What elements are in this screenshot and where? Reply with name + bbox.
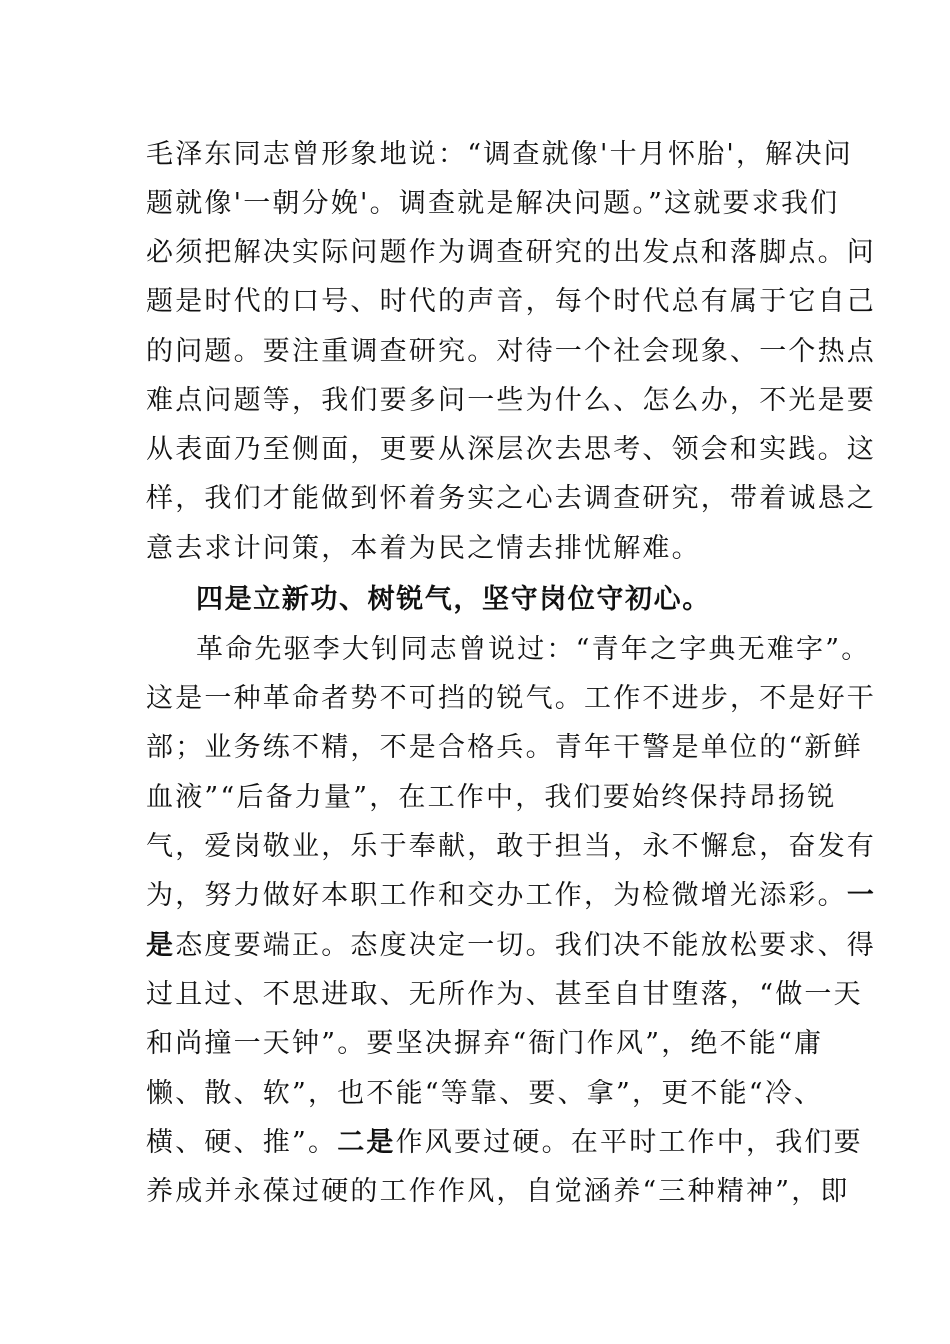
paragraph-line: 过且过、不思进取、无所作为、甚至自甘堕落，“做一天 [146, 979, 863, 1010]
paragraph-line: 难点问题等，我们要多问一些为什么、怎么办，不光是要 [146, 385, 876, 416]
line-text: 态度要端正。态度决定一切。我们决不能放松要求、得 [175, 930, 877, 961]
section-heading: 四是立新功、树锐气，坚守岗位守初心。 [196, 584, 711, 615]
paragraph-line: 部；业务练不精，不是合格兵。青年干警是单位的“新鲜 [146, 732, 863, 763]
paragraph-line: 血液”“后备力量”，在工作中，我们要始终保持昂扬锐 [146, 782, 837, 813]
paragraph-line: 题就像'一朝分娩'。调查就是解决问题。”这就要求我们 [146, 188, 840, 219]
paragraph-line: 革命先驱李大钊同志曾说过：“青年之字典无难字”。 [196, 634, 871, 665]
line-text: 作风要过硬。在平时工作中，我们要 [395, 1127, 863, 1158]
paragraph-line [146, 878, 877, 914]
paragraph-line [146, 1125, 863, 1161]
paragraph-line: 气，爱岗敬业，乐于奉献，敢于担当，永不懈怠，奋发有 [146, 831, 876, 862]
paragraph-line: 懒、散、软”，也不能“等靠、要、拿”，更不能“冷、 [146, 1078, 824, 1109]
paragraph-line: 从表面乃至侧面，更要从深层次去思考、领会和实践。这 [146, 434, 876, 465]
line-text: 横、硬、推”。 [146, 1127, 338, 1158]
paragraph-line: 和尚撞一天钟”。要坚决摒弃“衙门作风”，绝不能“庸 [146, 1028, 824, 1059]
paragraph-line: 题是时代的口号、时代的声音，每个时代总有属于它自己 [146, 286, 876, 317]
bold-marker: 一 [846, 880, 877, 911]
paragraph-line: 样，我们才能做到怀着务实之心去调查研究，带着诚恳之 [146, 483, 876, 514]
paragraph-line: 养成并永葆过硬的工作作风，自觉涵养“三种精神”，即 [146, 1176, 850, 1207]
paragraph-line: 必须把解决实际问题作为调查研究的出发点和落脚点。问 [146, 237, 876, 268]
line-text: 为，努力做好本职工作和交办工作，为检微增光添彩。 [146, 880, 847, 911]
paragraph-line: 意去求计问策，本着为民之情去排忧解难。 [146, 533, 701, 564]
paragraph-line [146, 928, 877, 964]
paragraph-line: 毛泽东同志曾形象地说：“调查就像'十月怀胎'，解决问 [146, 139, 853, 170]
paragraph-line: 的问题。要注重调查研究。对待一个社会现象、一个热点 [146, 336, 876, 367]
bold-marker: 二是 [337, 1127, 396, 1158]
paragraph-line: 这是一种革命者势不可挡的锐气。工作不进步，不是好干 [146, 683, 876, 714]
bold-marker: 是 [146, 930, 176, 961]
